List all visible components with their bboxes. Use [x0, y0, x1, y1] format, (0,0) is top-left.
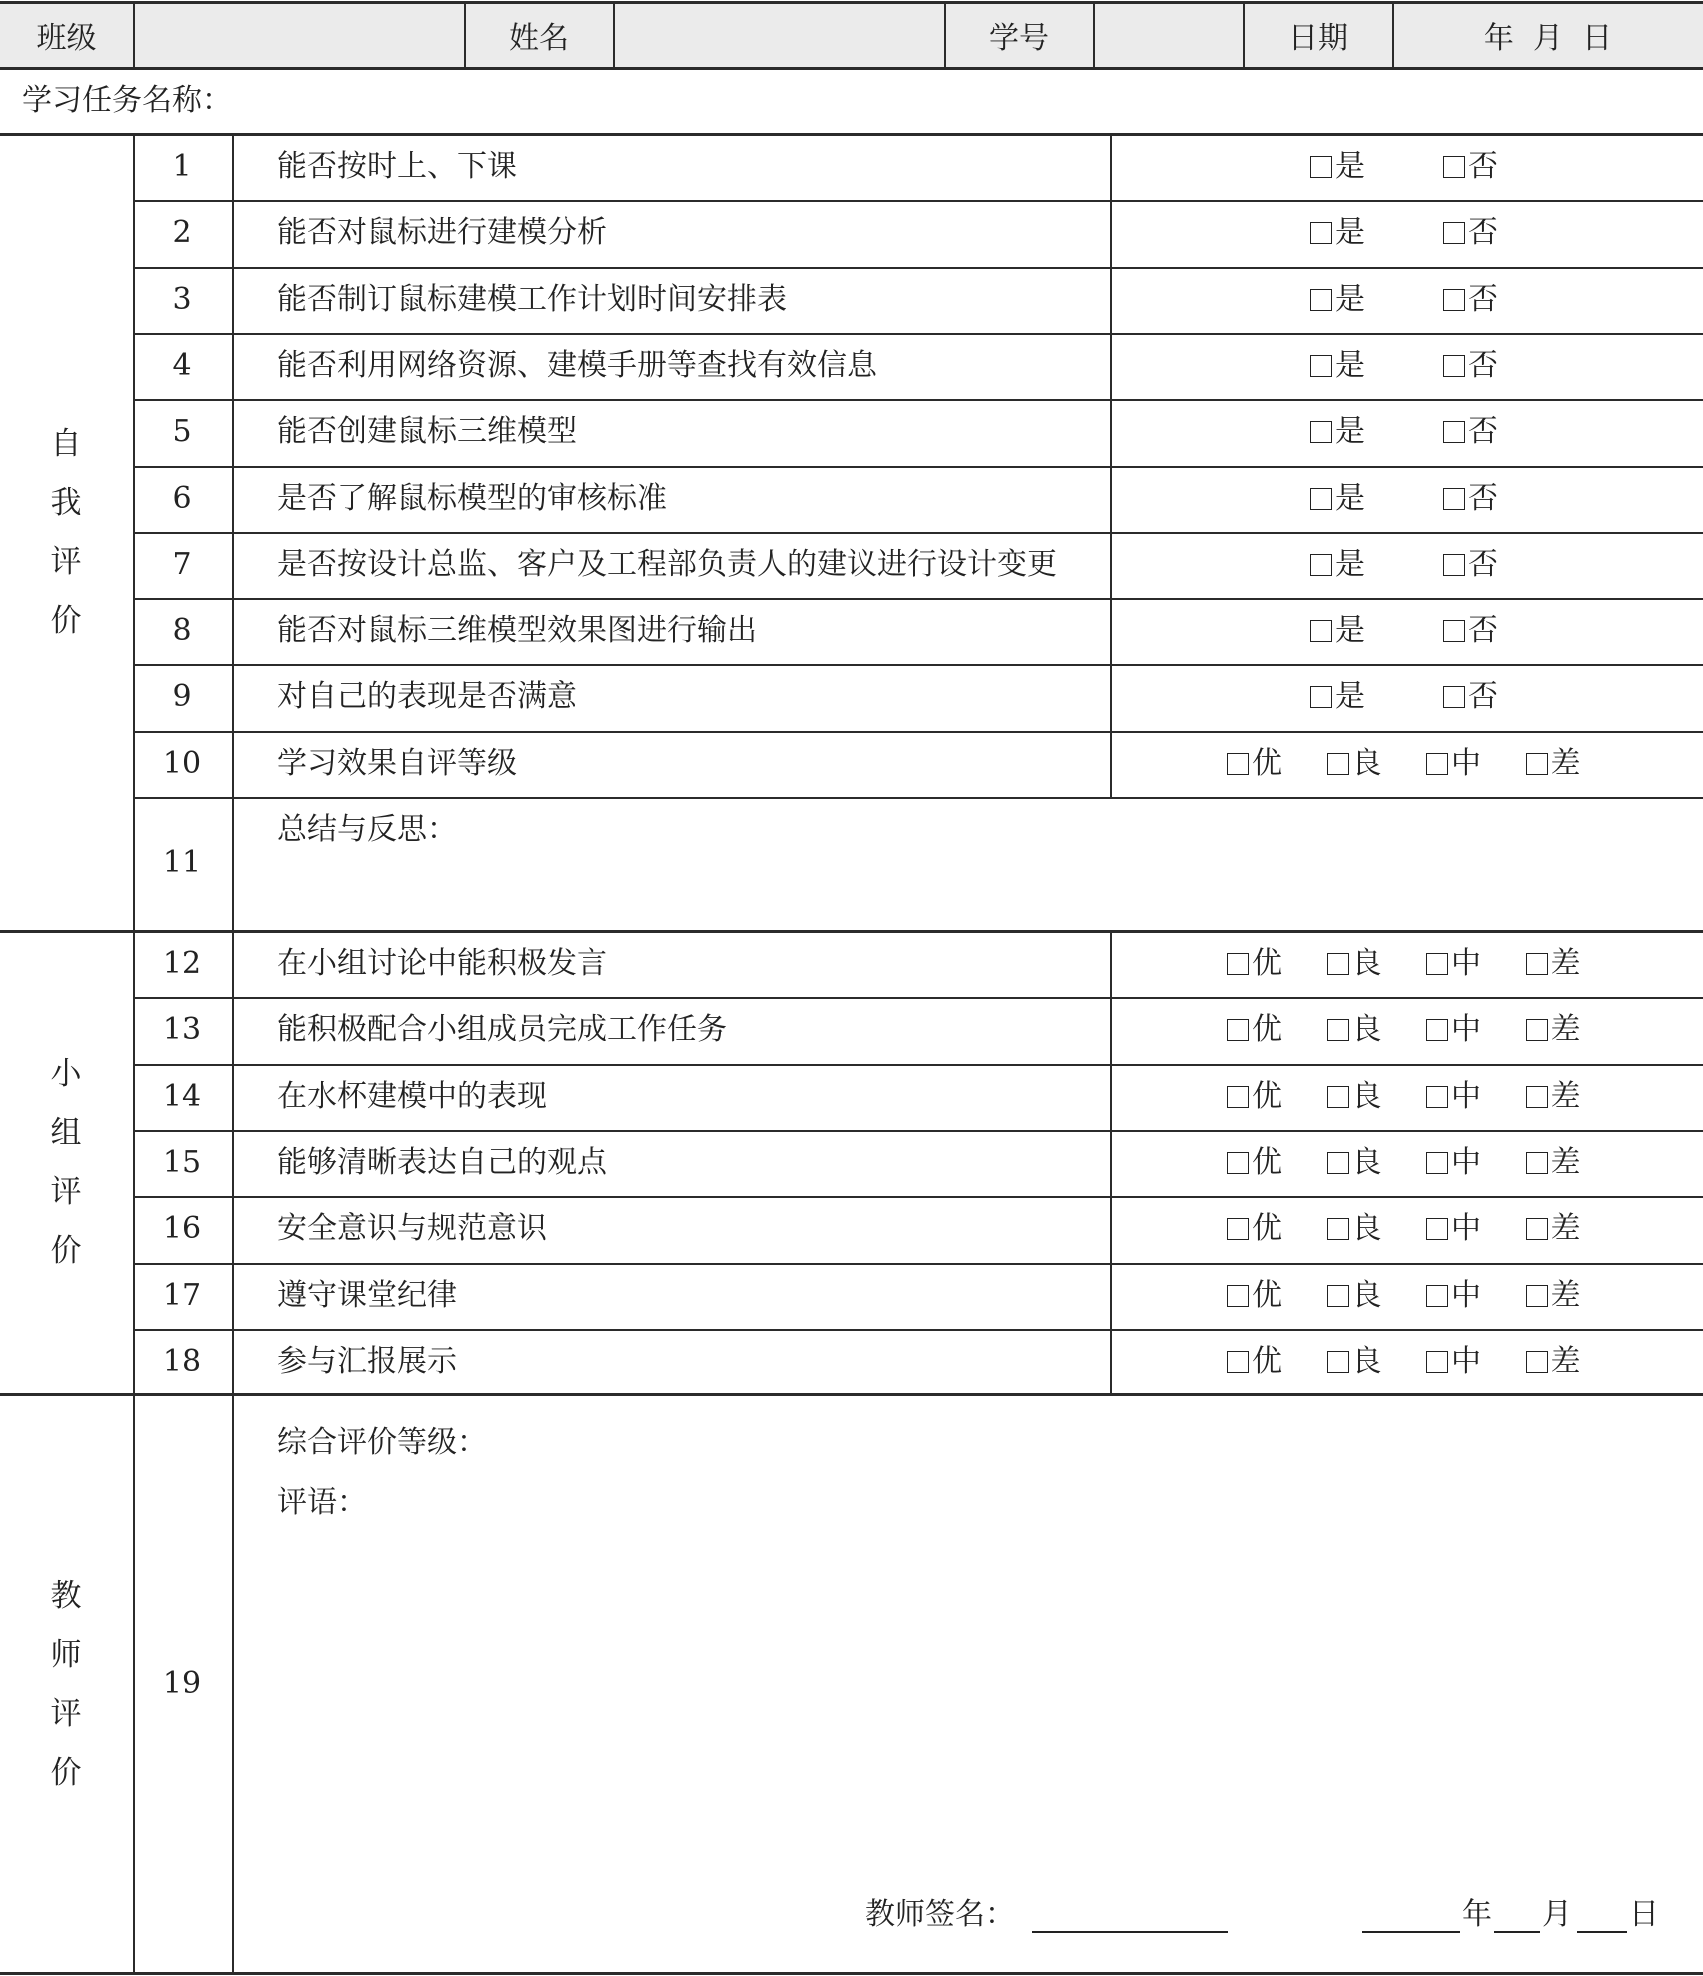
option-checkbox[interactable]	[1426, 1079, 1481, 1115]
checkbox-icon[interactable]	[1227, 1152, 1249, 1174]
option-checkbox[interactable]	[1227, 1344, 1282, 1380]
option-checkbox[interactable]	[1327, 1344, 1382, 1380]
group-section-bottom-line	[0, 1393, 1703, 1396]
item-number: 18	[162, 1343, 202, 1379]
overall-grade-label: 综合评价等级：	[277, 1425, 487, 1460]
row-divider	[133, 1130, 1703, 1132]
option-label: 否	[1468, 347, 1498, 383]
option-checkbox[interactable]	[1310, 613, 1365, 649]
option-label: 是	[1335, 414, 1365, 450]
option-label: 否	[1468, 215, 1498, 251]
item-number: 13	[162, 1012, 202, 1048]
section-self-eval-char: 价	[50, 603, 82, 639]
year-label: 年	[1462, 1897, 1492, 1932]
section-self-eval-char: 自	[50, 426, 82, 462]
option-checkbox[interactable]	[1526, 1278, 1581, 1314]
comment-textarea[interactable]	[236, 1530, 1686, 1880]
item-number: 15	[162, 1144, 202, 1180]
option-label: 差	[1550, 1144, 1581, 1180]
option-label: 中	[1451, 946, 1481, 981]
checkbox-icon[interactable]	[1310, 488, 1332, 510]
section-teacher-eval	[46, 1567, 86, 1803]
row-divider	[133, 1329, 1703, 1331]
item-criterion: 能积极配合小组成员完成工作任务	[277, 1012, 727, 1048]
item-11-label: 总结与反思：	[277, 812, 457, 847]
checkbox-icon[interactable]	[1443, 421, 1465, 443]
task-name-label: 学习任务名称：	[22, 83, 232, 118]
item-number: 17	[162, 1277, 202, 1313]
option-label: 是	[1335, 613, 1365, 649]
option-label: 良	[1351, 745, 1382, 781]
item-number: 9	[172, 679, 192, 715]
id-value-field[interactable]	[1094, 4, 1243, 66]
option-checkbox[interactable]	[1526, 1079, 1581, 1115]
section-group-eval-char: 组	[50, 1115, 82, 1151]
row-divider	[133, 1196, 1703, 1198]
option-checkbox[interactable]	[1310, 149, 1365, 185]
item-number: 14	[162, 1078, 202, 1114]
checkbox-icon[interactable]	[1443, 620, 1465, 642]
option-checkbox[interactable]	[1227, 1211, 1282, 1247]
comment-label: 评语：	[277, 1485, 367, 1520]
option-checkbox[interactable]	[1310, 215, 1365, 251]
option-checkbox[interactable]	[1310, 679, 1365, 715]
reflection-textarea[interactable]	[236, 850, 1686, 925]
item-number: 5	[172, 414, 192, 450]
item-11-number: 11	[162, 845, 202, 880]
option-checkbox[interactable]	[1426, 1145, 1481, 1181]
option-checkbox[interactable]	[1310, 547, 1365, 583]
class-label: 班级	[36, 21, 97, 56]
option-checkbox[interactable]	[1327, 1211, 1382, 1247]
option-column-line	[1110, 133, 1112, 798]
option-checkbox[interactable]	[1327, 1079, 1382, 1115]
option-checkbox[interactable]	[1310, 348, 1365, 384]
section-column-line	[133, 133, 135, 1974]
option-label: 优	[1252, 1211, 1282, 1247]
option-label: 是	[1335, 281, 1365, 317]
checkbox-icon[interactable]	[1227, 753, 1249, 775]
row-divider	[133, 333, 1703, 335]
header-divider	[1392, 1, 1394, 68]
month-label: 月	[1542, 1897, 1572, 1932]
option-label: 优	[1252, 1144, 1282, 1180]
checkbox-icon[interactable]	[1426, 1351, 1448, 1373]
table-border-top	[0, 1, 1703, 4]
option-checkbox[interactable]	[1526, 1344, 1581, 1380]
option-label: 优	[1252, 1277, 1282, 1313]
option-checkbox[interactable]	[1227, 946, 1282, 982]
option-checkbox[interactable]	[1443, 215, 1498, 251]
checkbox-icon[interactable]	[1327, 1019, 1349, 1041]
option-checkbox[interactable]	[1426, 1278, 1481, 1314]
option-checkbox[interactable]	[1426, 1211, 1481, 1247]
option-checkbox[interactable]	[1443, 547, 1498, 583]
day-label: 日	[1629, 1897, 1659, 1932]
name-label: 姓名	[509, 21, 569, 56]
item-criterion: 能否按时上、下课	[277, 149, 517, 184]
checkbox-icon[interactable]	[1327, 753, 1349, 775]
option-label: 中	[1451, 1343, 1481, 1379]
row-divider	[133, 267, 1703, 269]
option-checkbox[interactable]	[1327, 1278, 1382, 1314]
option-label: 是	[1335, 480, 1365, 516]
row-divider	[133, 664, 1703, 666]
section-self-eval-char: 我	[50, 485, 82, 521]
option-checkbox[interactable]	[1227, 746, 1282, 782]
id-label: 学号	[989, 21, 1049, 56]
option-label: 良	[1351, 1343, 1382, 1379]
signature-line[interactable]	[1032, 1931, 1228, 1933]
item-criterion: 能否对鼠标三维模型效果图进行输出	[277, 613, 757, 649]
task-row-bottom-line	[0, 133, 1703, 136]
item-criterion: 能否利用网络资源、建模手册等查找有效信息	[277, 347, 877, 383]
option-label: 中	[1451, 1277, 1481, 1313]
section-teacher-eval-char: 教	[50, 1578, 82, 1614]
option-label: 差	[1550, 1343, 1581, 1379]
checkbox-icon[interactable]	[1227, 953, 1249, 975]
item-criterion: 能否创建鼠标三维模型	[277, 414, 577, 450]
checkbox-icon[interactable]	[1310, 289, 1332, 311]
item-criterion: 能否制订鼠标建模工作计划时间安排表	[277, 281, 787, 317]
checkbox-icon[interactable]	[1227, 1019, 1249, 1041]
option-checkbox[interactable]	[1426, 746, 1481, 782]
checkbox-icon[interactable]	[1310, 156, 1332, 178]
row-divider	[133, 731, 1703, 733]
option-checkbox[interactable]	[1310, 481, 1365, 517]
header-bottom-line	[0, 67, 1703, 70]
checkbox-icon[interactable]	[1310, 620, 1332, 642]
checkbox-icon[interactable]	[1327, 1285, 1349, 1307]
date-value: 年 月 日	[1483, 21, 1613, 56]
checkbox-icon[interactable]	[1443, 488, 1465, 510]
row-divider	[133, 399, 1703, 401]
option-label: 良	[1351, 1012, 1382, 1048]
checkbox-icon[interactable]	[1227, 1086, 1249, 1108]
checkbox-icon[interactable]	[1526, 953, 1548, 975]
option-label: 良	[1351, 1144, 1382, 1180]
option-checkbox[interactable]	[1443, 414, 1498, 450]
option-label: 中	[1451, 1012, 1481, 1048]
option-label: 差	[1550, 1277, 1581, 1313]
item-criterion: 安全意识与规范意识	[277, 1211, 547, 1247]
checkbox-icon[interactable]	[1227, 1351, 1249, 1373]
item-number: 6	[172, 480, 192, 516]
item-number: 3	[172, 281, 192, 317]
item-19-number: 19	[162, 1666, 202, 1701]
section-teacher-eval-char: 价	[50, 1755, 82, 1791]
item-criterion: 是否了解鼠标模型的审核标准	[277, 480, 667, 516]
header-divider	[464, 1, 466, 68]
option-label: 优	[1252, 1343, 1282, 1379]
checkbox-icon[interactable]	[1526, 1218, 1548, 1240]
row-divider	[133, 797, 1703, 799]
option-checkbox[interactable]	[1227, 1012, 1282, 1048]
option-label: 良	[1351, 1078, 1382, 1114]
option-label: 是	[1335, 149, 1365, 184]
option-checkbox[interactable]	[1227, 1079, 1282, 1115]
checkbox-icon[interactable]	[1526, 1285, 1548, 1307]
checkbox-icon[interactable]	[1426, 1086, 1448, 1108]
option-checkbox[interactable]	[1526, 1211, 1581, 1247]
section-group-eval-char: 小	[50, 1056, 82, 1092]
checkbox-icon[interactable]	[1443, 289, 1465, 311]
option-label: 良	[1351, 1211, 1382, 1247]
option-checkbox[interactable]	[1310, 414, 1365, 450]
option-checkbox[interactable]	[1327, 946, 1382, 982]
item-criterion: 在小组讨论中能积极发言	[277, 946, 607, 981]
section-teacher-eval-char: 评	[50, 1696, 82, 1732]
checkbox-icon[interactable]	[1526, 1351, 1548, 1373]
option-label: 差	[1550, 1012, 1581, 1048]
option-checkbox[interactable]	[1443, 679, 1498, 715]
option-label: 中	[1451, 1211, 1481, 1247]
self-section-bottom-line	[0, 930, 1703, 933]
name-value-field[interactable]	[614, 4, 944, 66]
checkbox-icon[interactable]	[1327, 1152, 1349, 1174]
option-checkbox[interactable]	[1443, 613, 1498, 649]
table-border-bottom	[0, 1972, 1703, 1975]
section-group-eval	[46, 1045, 86, 1281]
section-self-eval-char: 评	[50, 544, 82, 580]
header-divider	[944, 1, 946, 68]
option-checkbox[interactable]	[1443, 481, 1498, 517]
option-label: 否	[1468, 414, 1498, 450]
checkbox-icon[interactable]	[1426, 1218, 1448, 1240]
checkbox-icon[interactable]	[1327, 953, 1349, 975]
task-name-field[interactable]	[240, 72, 1680, 132]
checkbox-icon[interactable]	[1310, 355, 1332, 377]
row-divider	[133, 1064, 1703, 1066]
item-number: 2	[172, 215, 192, 251]
checkbox-icon[interactable]	[1426, 753, 1448, 775]
month-line[interactable]	[1494, 1931, 1540, 1933]
checkbox-icon[interactable]	[1443, 355, 1465, 377]
item-criterion: 在水杯建模中的表现	[277, 1078, 547, 1114]
option-label: 优	[1252, 946, 1282, 981]
item-criterion: 是否按设计总监、客户及工程部负责人的建议进行设计变更	[277, 546, 1057, 582]
section-group-eval-char: 价	[50, 1233, 82, 1269]
item-criterion: 对自己的表现是否满意	[277, 679, 577, 715]
option-checkbox[interactable]	[1327, 1145, 1382, 1181]
row-divider	[133, 532, 1703, 534]
checkbox-icon[interactable]	[1443, 554, 1465, 576]
checkbox-icon[interactable]	[1443, 156, 1465, 178]
checkbox-icon[interactable]	[1443, 222, 1465, 244]
option-label: 差	[1550, 1211, 1581, 1247]
item-number: 1	[172, 149, 192, 184]
item-number: 12	[162, 946, 202, 981]
section-group-eval-char: 评	[50, 1174, 82, 1210]
checkbox-icon[interactable]	[1310, 686, 1332, 708]
checkbox-icon[interactable]	[1327, 1351, 1349, 1373]
option-checkbox[interactable]	[1310, 282, 1365, 318]
option-label: 中	[1451, 1144, 1481, 1180]
option-label: 优	[1252, 745, 1282, 781]
checkbox-icon[interactable]	[1310, 554, 1332, 576]
option-label: 优	[1252, 1012, 1282, 1048]
option-checkbox[interactable]	[1426, 946, 1481, 982]
row-divider	[133, 466, 1703, 468]
item-criterion: 遵守课堂纪律	[277, 1277, 457, 1313]
checkbox-icon[interactable]	[1310, 421, 1332, 443]
option-checkbox[interactable]	[1526, 1012, 1581, 1048]
option-label: 良	[1351, 1277, 1382, 1313]
checkbox-icon[interactable]	[1526, 753, 1548, 775]
option-label: 否	[1468, 149, 1498, 184]
checkbox-icon[interactable]	[1426, 953, 1448, 975]
option-label: 否	[1468, 679, 1498, 715]
item-criterion: 学习效果自评等级	[277, 745, 517, 781]
class-value-field[interactable]	[134, 4, 464, 66]
checkbox-icon[interactable]	[1227, 1218, 1249, 1240]
row-divider	[133, 200, 1703, 202]
item-number: 7	[172, 546, 192, 582]
checkbox-icon[interactable]	[1526, 1019, 1548, 1041]
option-checkbox[interactable]	[1443, 348, 1498, 384]
option-label: 是	[1335, 679, 1365, 715]
year-line[interactable]	[1362, 1931, 1460, 1933]
option-label: 是	[1335, 347, 1365, 383]
option-label: 否	[1468, 480, 1498, 516]
option-column-line	[1110, 930, 1112, 1394]
item-criterion: 参与汇报展示	[277, 1343, 457, 1379]
checkbox-icon[interactable]	[1526, 1086, 1548, 1108]
row-divider	[133, 997, 1703, 999]
option-label: 中	[1451, 1078, 1481, 1114]
section-self-eval	[46, 415, 86, 651]
option-label: 中	[1451, 745, 1481, 781]
checkbox-icon[interactable]	[1327, 1086, 1349, 1108]
option-label: 否	[1468, 546, 1498, 582]
checkbox-icon[interactable]	[1426, 1152, 1448, 1174]
option-label: 优	[1252, 1078, 1282, 1114]
option-checkbox[interactable]	[1227, 1145, 1282, 1181]
item-number: 10	[162, 745, 202, 781]
item-number: 4	[172, 347, 192, 383]
item-number: 16	[162, 1211, 202, 1247]
option-label: 是	[1335, 215, 1365, 251]
option-label: 否	[1468, 613, 1498, 649]
header-divider	[133, 1, 135, 68]
option-checkbox[interactable]	[1426, 1012, 1481, 1048]
date-label: 日期	[1288, 21, 1348, 56]
checkbox-icon[interactable]	[1426, 1019, 1448, 1041]
item-criterion: 能够清晰表达自己的观点	[277, 1144, 607, 1180]
option-checkbox[interactable]	[1327, 746, 1382, 782]
header-divider	[613, 1, 615, 68]
header-divider	[1243, 1, 1245, 68]
option-label: 差	[1550, 745, 1581, 781]
option-checkbox[interactable]	[1327, 1012, 1382, 1048]
header-divider	[1093, 1, 1095, 68]
checkbox-icon[interactable]	[1327, 1218, 1349, 1240]
option-label: 差	[1550, 1078, 1581, 1114]
row-divider	[133, 598, 1703, 600]
checkbox-icon[interactable]	[1227, 1285, 1249, 1307]
option-checkbox[interactable]	[1443, 282, 1498, 318]
option-checkbox[interactable]	[1443, 149, 1498, 185]
checkbox-icon[interactable]	[1526, 1152, 1548, 1174]
option-label: 否	[1468, 281, 1498, 317]
option-checkbox[interactable]	[1526, 746, 1581, 782]
option-label: 良	[1351, 946, 1382, 981]
option-checkbox[interactable]	[1426, 1344, 1481, 1380]
option-label: 是	[1335, 546, 1365, 582]
number-column-line	[232, 133, 234, 1974]
row-divider	[133, 1263, 1703, 1265]
item-criterion: 能否对鼠标进行建模分析	[277, 215, 607, 251]
option-checkbox[interactable]	[1227, 1278, 1282, 1314]
option-checkbox[interactable]	[1526, 1145, 1581, 1181]
day-line[interactable]	[1577, 1931, 1627, 1933]
checkbox-icon[interactable]	[1443, 686, 1465, 708]
option-checkbox[interactable]	[1526, 946, 1581, 982]
section-teacher-eval-char: 师	[50, 1637, 82, 1673]
item-number: 8	[172, 613, 192, 649]
checkbox-icon[interactable]	[1426, 1285, 1448, 1307]
checkbox-icon[interactable]	[1310, 222, 1332, 244]
option-label: 差	[1550, 946, 1581, 981]
signature-label: 教师签名：	[865, 1897, 1015, 1932]
